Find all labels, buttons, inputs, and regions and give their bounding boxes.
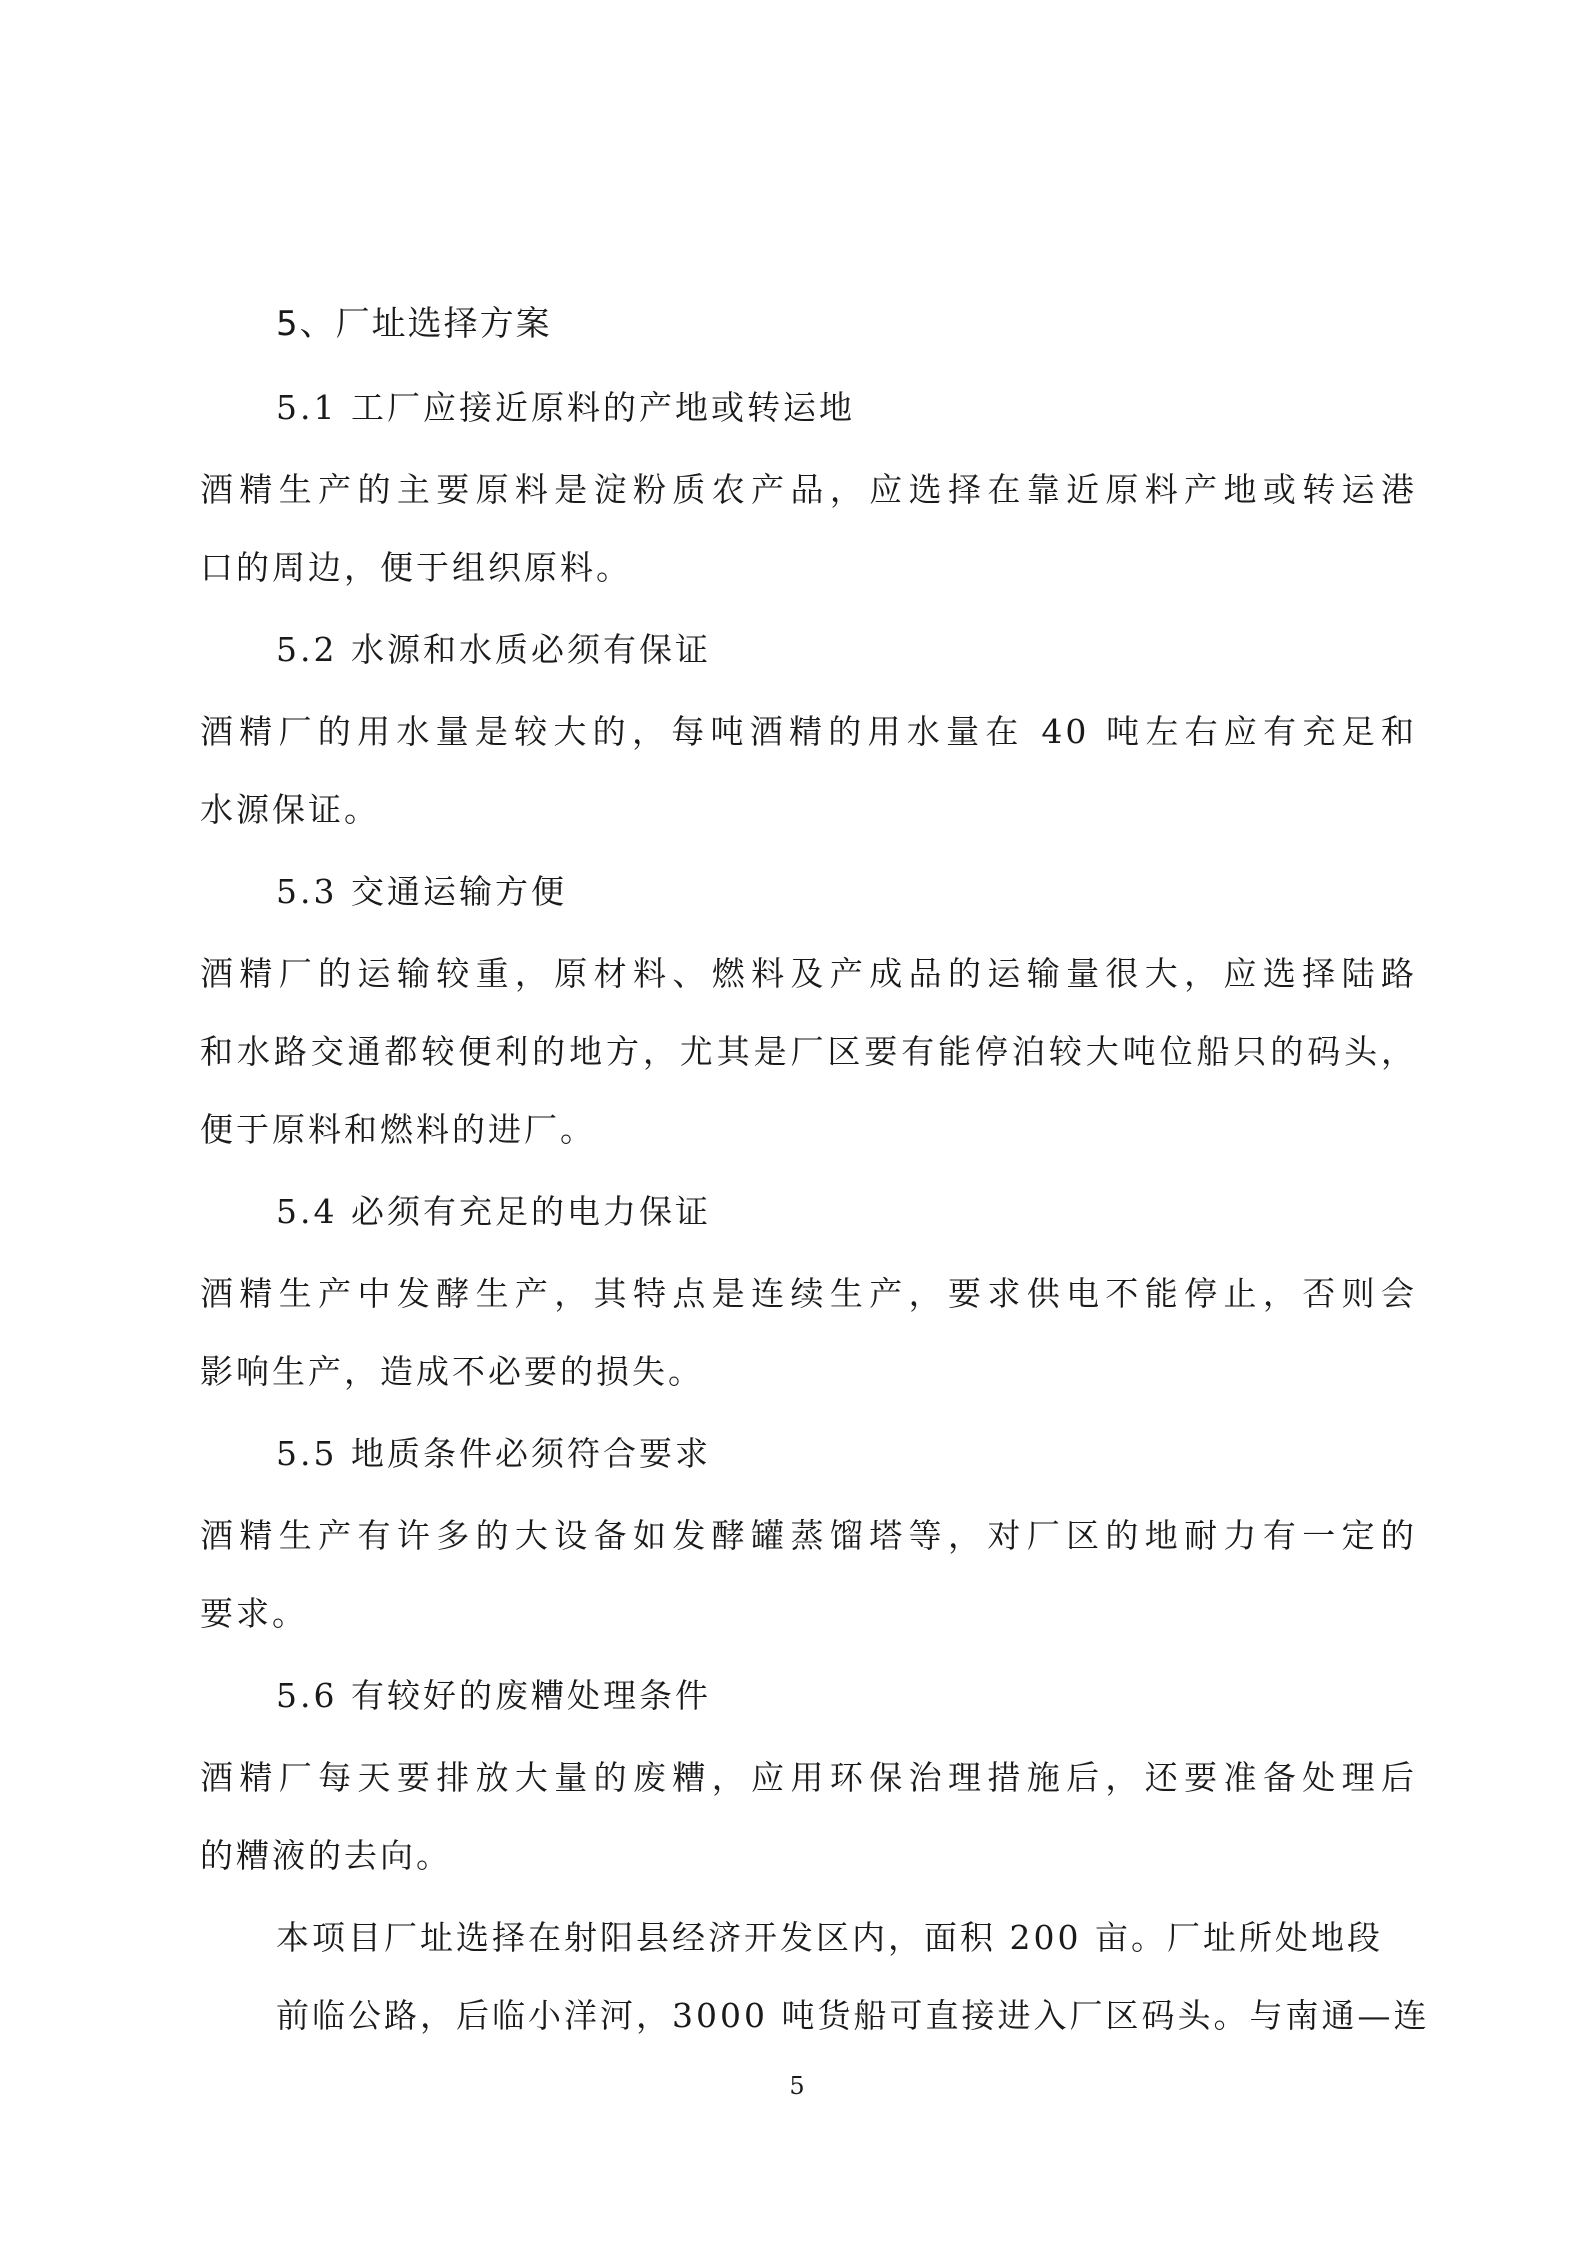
subsection-heading: 5.6 有较好的废糟处理条件 [276,1676,711,1715]
paragraph-line: 前临公路，后临小洋河，3000 吨货船可直接进入厂区码头。与南通—连 [276,1996,1430,2035]
paragraph-line: 和水路交通都较便利的地方，尤其是厂区要有能停泊较大吨位船只的码头， [200,1032,1417,1071]
page-number: 5 [789,2072,805,2100]
paragraph-line: 水源保证。 [200,790,380,829]
paragraph-line: 影响生产，造成不必要的损失。 [200,1352,704,1391]
paragraph-line: 酒精厂的用水量是较大的，每吨酒精的用水量在 40 吨左右应有充足和 [200,712,1417,751]
subsection-heading: 5.2 水源和水质必须有保证 [276,630,711,669]
paragraph-line: 酒精生产中发酵生产，其特点是连续生产，要求供电不能停止，否则会 [200,1274,1417,1313]
subsection-heading: 5.5 地质条件必须符合要求 [276,1434,711,1473]
paragraph-line: 酒精厂每天要排放大量的废糟，应用环保治理措施后，还要准备处理后 [200,1758,1417,1797]
paragraph-line: 酒精生产有许多的大设备如发酵罐蒸馏塔等，对厂区的地耐力有一定的 [200,1516,1417,1555]
paragraph-line: 口的周边，便于组织原料。 [200,548,632,587]
subsection-heading: 5.4 必须有充足的电力保证 [276,1192,711,1231]
paragraph-line: 便于原料和燃料的进厂。 [200,1110,596,1149]
paragraph-line: 要求。 [200,1594,308,1633]
paragraph-line: 酒精生产的主要原料是淀粉质农产品，应选择在靠近原料产地或转运港 [200,470,1417,509]
paragraph-line: 酒精厂的运输较重，原材料、燃料及产成品的运输量很大，应选择陆路 [200,954,1417,993]
paragraph-line: 的糟液的去向。 [200,1836,452,1875]
section-title: 5、厂址选择方案 [276,304,552,344]
subsection-heading: 5.1 工厂应接近原料的产地或转运地 [276,388,855,427]
paragraph-line: 本项目厂址选择在射阳县经济开发区内，面积 200 亩。厂址所处地段 [276,1918,1383,1957]
subsection-heading: 5.3 交通运输方便 [276,872,567,911]
